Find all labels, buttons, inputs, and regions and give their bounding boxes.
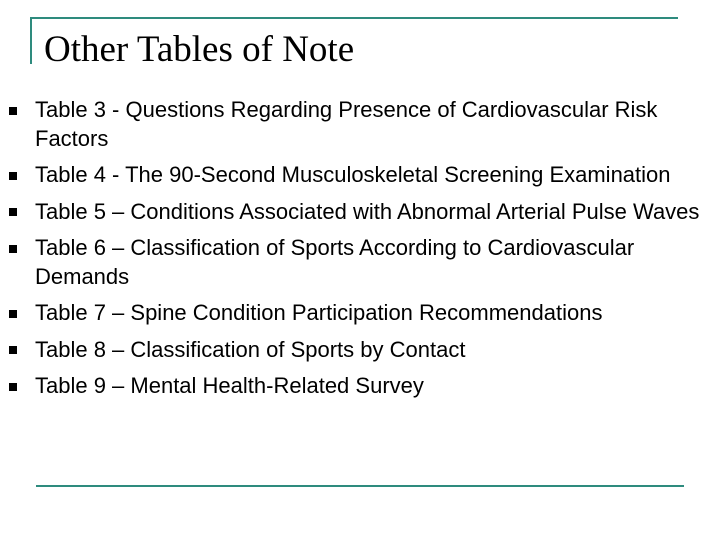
bullet-item — [0, 161, 712, 190]
bottom-rule — [36, 485, 684, 487]
bullet-list — [0, 96, 720, 401]
bullet-text: Table 7 – Spine Condition Participation Recommendations — [35, 300, 603, 325]
square-bullet-icon — [9, 172, 17, 180]
title-top-rule — [30, 17, 678, 19]
bullet-text: Table 9 – Mental Health-Related Survey — [35, 373, 424, 398]
square-bullet-icon — [9, 208, 17, 216]
bullet-text: Table 8 – Classification of Sports by Contact — [35, 336, 466, 362]
bullet-text: Table 3 - Questions Regarding Presence of Cardiovascular Risk Factors — [35, 97, 658, 151]
square-bullet-icon — [9, 310, 17, 318]
square-bullet-icon — [9, 107, 17, 115]
slide-title: Other Tables of Note — [44, 29, 355, 70]
bullet-text: Table 5 – Conditions Associated with Abnormal Arterial Pulse Waves — [35, 198, 700, 224]
bullet-item — [0, 336, 712, 365]
bullet-text: Table 6 – Classification of Sports According to Cardiovascular Demands — [35, 235, 635, 289]
square-bullet-icon — [9, 383, 17, 391]
square-bullet-icon — [9, 245, 17, 253]
bullet-item — [0, 372, 712, 401]
bullet-item — [0, 299, 712, 328]
title-left-rule — [30, 17, 32, 64]
bullet-text: Table 4 - The 90-Second Musculoskeletal Screening Examination — [35, 162, 671, 187]
square-bullet-icon — [9, 346, 17, 354]
bullet-item — [0, 234, 712, 291]
bullet-item — [0, 96, 712, 153]
bullet-item — [0, 198, 712, 227]
